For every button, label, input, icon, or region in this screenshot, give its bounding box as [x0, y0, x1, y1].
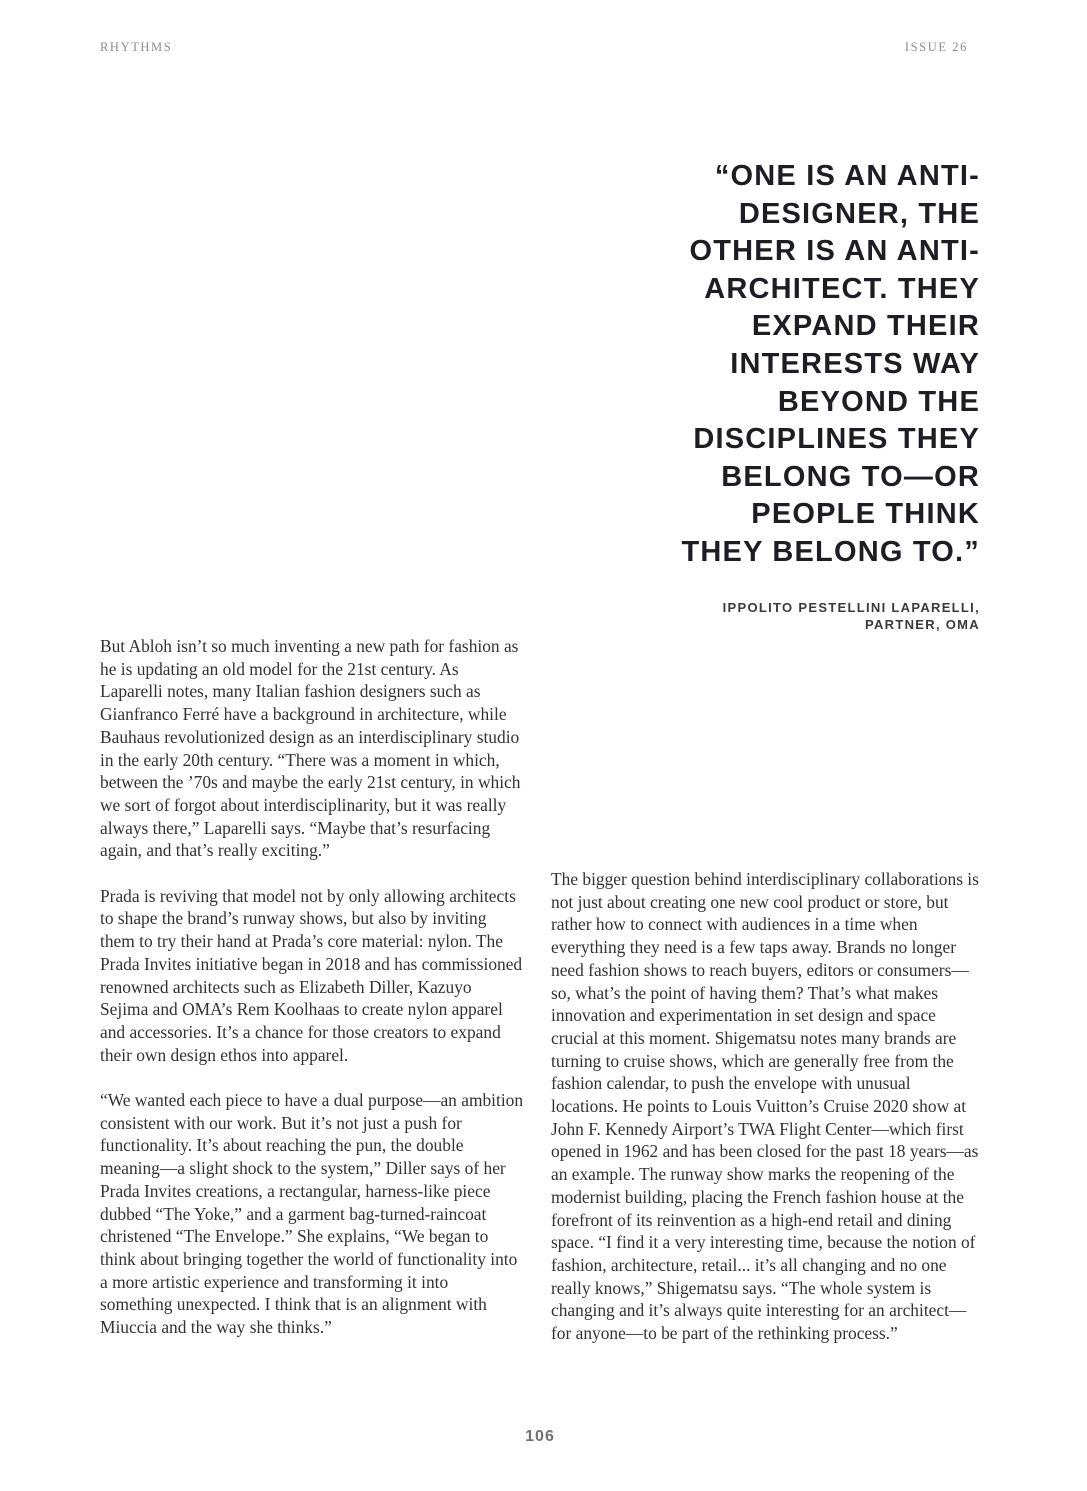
attribution-name: IPPOLITO PESTELLINI LAPARELLI,	[722, 599, 980, 615]
pull-quote-line: BEYOND THE	[777, 385, 980, 418]
pull-quote-line: BELONG TO—OR	[721, 460, 980, 493]
body-column-right	[551, 868, 982, 1345]
body-paragraph: But Abloh isn’t so much inventing a new path for fashion as he is updating an old model for the 21st century. As Laparelli notes, many Italian fashion designers such as Gianfranco Ferré have a background in architecture, while Bauhaus revolutionized design as an interdisciplinary studio in the early 20th century. “There was a moment in which, between the ’70s and maybe the early 21st century, in which we sort of forgot about interdisciplinarity, but it was really always there,” Laparelli says. “Maybe that’s resurfacing again, and that’s really exciting.”	[100, 636, 521, 861]
body-paragraph: The bigger question behind interdisciplinary collaborations is not just about creating one new cool product or store, but rather how to connect with audiences in a time when everything they need is a few taps away. Brands no longer need fashion shows to reach buyers, editors or consumers—so, what’s the point of having them? That’s what makes innovation and experimentation in set design and space crucial at this moment. Shigematsu notes many brands are turning to cruise shows, which are generally free from the fashion calendar, to push the envelope with unusual locations. He points to Louis Vuitton’s Cruise 2020 show at John F. Kennedy Airport’s TWA Flight Center—which first opened in 1962 and has been closed for the past 18 years—as an example. The runway show marks the reopening of the modernist building, placing the French fashion house at the forefront of its reinvention as a high-end retail and dining space. “I find it a very interesting time, because the notion of fashion, architecture, retail... it’s all changing and no one really knows,” Shigematsu says. “The whole system is changing and it’s always quite interesting for an architect—for anyone—to be part of the rethinking process.”	[551, 869, 979, 1344]
pull-quote-text	[530, 158, 980, 572]
publication-title: RHYTHMS	[100, 40, 173, 54]
pull-quote-line: DESIGNER, THE	[738, 197, 980, 230]
pull-quote-line: “ONE IS AN ANTI-	[714, 160, 980, 192]
attribution-role: PARTNER, OMA	[864, 617, 980, 633]
running-header	[100, 40, 980, 55]
body-column-left	[100, 635, 524, 1339]
pull-quote-line: THEY BELONG TO.”	[681, 535, 980, 568]
pull-quote-line: PEOPLE THINK	[751, 498, 980, 531]
body-paragraph: “We wanted each piece to have a dual purpose—an ambition consistent with our work. But it’s not just a push for functionality. It’s about reaching the pun, the double meaning—a slight shock to the system,” Diller says of her Prada Invites creations, a rectangular, harness-like piece dubbed “The Yoke,” and a garment bag-turned-raincoat christened “The Envelope.” She explains, “We began to think about bringing together the world of functionality into a more artistic experience and transforming it into something unexpected. I think that is an alignment with Miuccia and the way she thinks.”	[100, 1090, 524, 1338]
pull-quote-line: INTERESTS WAY	[730, 347, 980, 380]
page-number-container	[0, 1428, 1080, 1446]
quote-attribution	[530, 599, 980, 634]
body-paragraph: Prada is reviving that model not by only allowing architects to shape the brand’s runway shows, but also by inviting them to try their hand at Prada’s core material: nylon. The Prada Invites initiative began in 2018 and has commissioned renowned architects such as Elizabeth Diller, Kazuyo Sejima and OMA’s Rem Koolhaas to create nylon apparel and accessories. It’s a chance for those creators to expand their own design ethos into apparel.	[100, 885, 523, 1065]
pull-quote-block	[530, 158, 980, 634]
pull-quote-line: DISCIPLINES THEY	[693, 423, 980, 456]
issue-number: ISSUE 26	[904, 40, 968, 54]
page-number: 106	[525, 1428, 555, 1445]
pull-quote-line: EXPAND THEIR	[751, 310, 980, 343]
pull-quote-line: ARCHITECT. THEY	[704, 272, 980, 305]
pull-quote-line: OTHER IS AN ANTI-	[689, 235, 980, 268]
